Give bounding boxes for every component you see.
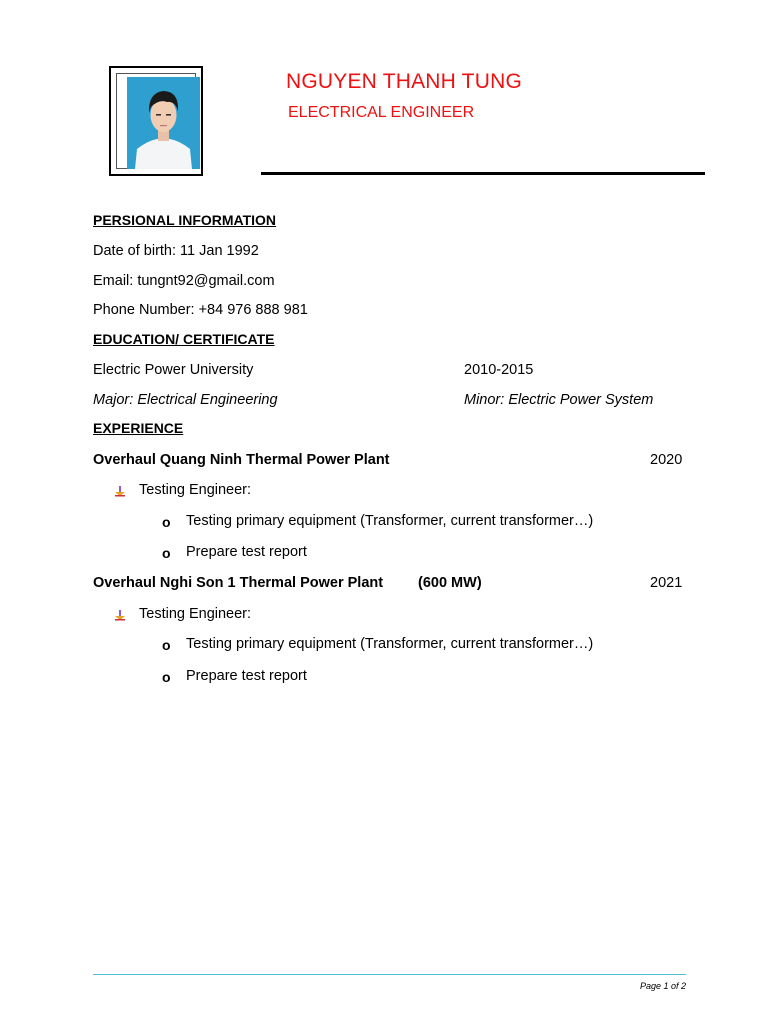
education-heading: EDUCATION/ CERTIFICATE (93, 331, 275, 347)
sub-bullet: o (162, 514, 171, 530)
profile-photo-frame (109, 66, 203, 176)
page-number: Page 1 of 2 (640, 981, 687, 991)
profile-photo (127, 77, 200, 169)
major: Major: Electrical Engineering (93, 392, 278, 408)
job-role: Testing Engineer: (139, 606, 252, 622)
candidate-name: NGUYEN THANH TUNG (286, 70, 522, 93)
profile-photo-border (116, 73, 196, 169)
candidate-title: ELECTRICAL ENGINEER (288, 104, 475, 121)
job-task: Testing primary equipment (Transformer, current transformer…) (186, 513, 594, 529)
job-task: Prepare test report (186, 668, 307, 684)
job-task: Testing primary equipment (Transformer, current transformer…) (186, 636, 594, 652)
job-role: Testing Engineer: (139, 482, 252, 498)
job-project: Overhaul Quang Ninh Thermal Power Plant (93, 452, 390, 468)
email: Email: tungnt92@gmail.com (93, 273, 275, 289)
job-capacity: (600 MW) (418, 575, 482, 591)
sub-bullet: o (162, 545, 171, 561)
experience-heading: EXPERIENCE (93, 420, 184, 436)
university: Electric Power University (93, 362, 254, 378)
date-of-birth: Date of birth: 11 Jan 1992 (93, 243, 259, 259)
job-project: Overhaul Nghi Son 1 Thermal Power Plant (93, 575, 384, 591)
sub-bullet: o (162, 669, 171, 685)
job-year: 2021 (650, 575, 683, 591)
phone-number: Phone Number: +84 976 888 981 (93, 302, 308, 318)
minor: Minor: Electric Power System (464, 392, 654, 408)
footer-divider (93, 974, 686, 975)
arrow-bullet-icon (114, 484, 126, 502)
job-year: 2020 (650, 452, 683, 468)
education-years: 2010-2015 (464, 362, 534, 378)
portrait-illustration (127, 77, 200, 169)
header-divider (261, 172, 705, 175)
arrow-bullet-icon (114, 608, 126, 626)
job-task: Prepare test report (186, 544, 307, 560)
sub-bullet: o (162, 637, 171, 653)
personal-info-heading: PERSIONAL INFORMATION (93, 212, 277, 228)
